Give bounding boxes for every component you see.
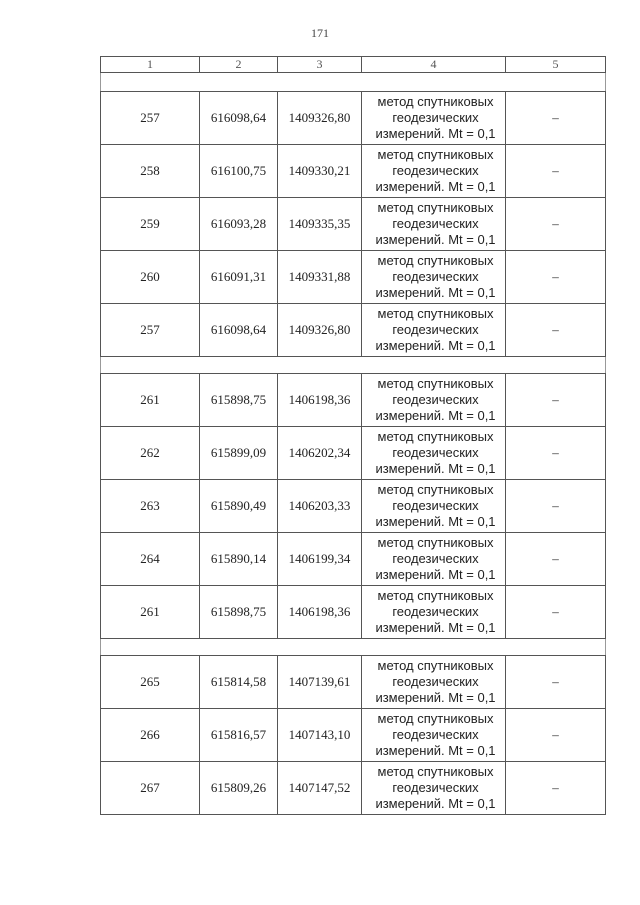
x-coordinate-cell: 615898,75	[200, 374, 278, 427]
table-row	[101, 198, 606, 251]
method-line: геодезических	[392, 110, 479, 125]
page-number: 171	[311, 26, 329, 40]
method-line: измерений. Mt = 0,1	[375, 232, 496, 247]
x-coordinate-cell: 615816,57	[200, 709, 278, 762]
method-line: измерений. Mt = 0,1	[375, 567, 496, 582]
header-cell-4: 4	[362, 57, 506, 73]
method-line: метод спутниковых	[377, 147, 494, 162]
point-number-cell: 262	[101, 427, 200, 480]
method-cell	[362, 427, 506, 480]
note-cell: –	[506, 374, 606, 427]
point-number-cell: 261	[101, 586, 200, 639]
method-line: измерений. Mt = 0,1	[375, 179, 496, 194]
point-number-cell: 258	[101, 145, 200, 198]
separator-cell	[101, 639, 606, 656]
method-line: метод спутниковых	[377, 658, 494, 673]
method-line: геодезических	[392, 727, 479, 742]
method-cell	[362, 586, 506, 639]
x-coordinate-cell: 615890,49	[200, 480, 278, 533]
method-cell	[362, 480, 506, 533]
method-line: измерений. Mt = 0,1	[375, 461, 496, 476]
y-coordinate-cell: 1406202,34	[278, 427, 362, 480]
method-line: геодезических	[392, 445, 479, 460]
method-cell	[362, 251, 506, 304]
method-line: геодезических	[392, 163, 479, 178]
method-line: метод спутниковых	[377, 711, 494, 726]
method-cell	[362, 145, 506, 198]
y-coordinate-cell: 1409331,88	[278, 251, 362, 304]
x-coordinate-cell: 616098,64	[200, 92, 278, 145]
table-header-row	[101, 57, 606, 73]
method-cell	[362, 762, 506, 815]
coordinates-table	[100, 56, 606, 815]
note-cell: –	[506, 145, 606, 198]
method-cell	[362, 533, 506, 586]
method-cell	[362, 709, 506, 762]
table-row	[101, 762, 606, 815]
method-line: метод спутниковых	[377, 200, 494, 215]
method-line: измерений. Mt = 0,1	[375, 690, 496, 705]
method-line: измерений. Mt = 0,1	[375, 408, 496, 423]
y-coordinate-cell: 1407139,61	[278, 656, 362, 709]
method-line: метод спутниковых	[377, 588, 494, 603]
method-line: метод спутниковых	[377, 376, 494, 391]
method-line: измерений. Mt = 0,1	[375, 126, 496, 141]
method-cell	[362, 198, 506, 251]
point-number-cell: 259	[101, 198, 200, 251]
method-line: геодезических	[392, 322, 479, 337]
x-coordinate-cell: 616093,28	[200, 198, 278, 251]
y-coordinate-cell: 1409326,80	[278, 304, 362, 357]
x-coordinate-cell: 615814,58	[200, 656, 278, 709]
table-row	[101, 533, 606, 586]
method-cell	[362, 92, 506, 145]
y-coordinate-cell: 1406203,33	[278, 480, 362, 533]
y-coordinate-cell: 1406198,36	[278, 586, 362, 639]
table-row	[101, 709, 606, 762]
method-line: геодезических	[392, 269, 479, 284]
point-number-cell: 265	[101, 656, 200, 709]
table-row	[101, 656, 606, 709]
method-line: метод спутниковых	[377, 482, 494, 497]
note-cell: –	[506, 480, 606, 533]
group-separator-row	[101, 639, 606, 656]
note-cell: –	[506, 533, 606, 586]
separator-cell	[101, 73, 606, 92]
method-line: метод спутниковых	[377, 764, 494, 779]
note-cell: –	[506, 427, 606, 480]
x-coordinate-cell: 616091,31	[200, 251, 278, 304]
table-body	[101, 57, 606, 815]
y-coordinate-cell: 1409326,80	[278, 92, 362, 145]
y-coordinate-cell: 1409330,21	[278, 145, 362, 198]
method-line: измерений. Mt = 0,1	[375, 620, 496, 635]
point-number-cell: 257	[101, 304, 200, 357]
table-row	[101, 92, 606, 145]
x-coordinate-cell: 615898,75	[200, 586, 278, 639]
method-line: геодезических	[392, 604, 479, 619]
point-number-cell: 260	[101, 251, 200, 304]
header-cell-2: 2	[200, 57, 278, 73]
group-separator-row	[101, 357, 606, 374]
y-coordinate-cell: 1409335,35	[278, 198, 362, 251]
method-line: метод спутниковых	[377, 535, 494, 550]
method-line: геодезических	[392, 780, 479, 795]
separator-cell	[101, 357, 606, 374]
y-coordinate-cell: 1406198,36	[278, 374, 362, 427]
group-separator-row	[101, 73, 606, 92]
method-line: геодезических	[392, 674, 479, 689]
note-cell: –	[506, 251, 606, 304]
method-line: измерений. Mt = 0,1	[375, 743, 496, 758]
method-line: измерений. Mt = 0,1	[375, 514, 496, 529]
method-cell	[362, 374, 506, 427]
method-line: метод спутниковых	[377, 94, 494, 109]
method-line: измерений. Mt = 0,1	[375, 338, 496, 353]
note-cell: –	[506, 709, 606, 762]
x-coordinate-cell: 616098,64	[200, 304, 278, 357]
method-cell	[362, 656, 506, 709]
method-line: геодезических	[392, 216, 479, 231]
point-number-cell: 266	[101, 709, 200, 762]
table-row	[101, 480, 606, 533]
point-number-cell: 264	[101, 533, 200, 586]
x-coordinate-cell: 615899,09	[200, 427, 278, 480]
note-cell: –	[506, 92, 606, 145]
x-coordinate-cell: 616100,75	[200, 145, 278, 198]
x-coordinate-cell: 615809,26	[200, 762, 278, 815]
method-line: геодезических	[392, 551, 479, 566]
method-line: измерений. Mt = 0,1	[375, 796, 496, 811]
header-cell-1: 1	[101, 57, 200, 73]
header-cell-3: 3	[278, 57, 362, 73]
method-line: геодезических	[392, 498, 479, 513]
table-row	[101, 304, 606, 357]
method-line: метод спутниковых	[377, 429, 494, 444]
x-coordinate-cell: 615890,14	[200, 533, 278, 586]
note-cell: –	[506, 198, 606, 251]
method-line: метод спутниковых	[377, 306, 494, 321]
table-row	[101, 145, 606, 198]
table-row	[101, 427, 606, 480]
header-cell-5: 5	[506, 57, 606, 73]
method-line: измерений. Mt = 0,1	[375, 285, 496, 300]
point-number-cell: 257	[101, 92, 200, 145]
y-coordinate-cell: 1407147,52	[278, 762, 362, 815]
method-line: метод спутниковых	[377, 253, 494, 268]
y-coordinate-cell: 1406199,34	[278, 533, 362, 586]
note-cell: –	[506, 304, 606, 357]
y-coordinate-cell: 1407143,10	[278, 709, 362, 762]
point-number-cell: 267	[101, 762, 200, 815]
table-row	[101, 586, 606, 639]
point-number-cell: 263	[101, 480, 200, 533]
note-cell: –	[506, 762, 606, 815]
table-row	[101, 374, 606, 427]
method-cell	[362, 304, 506, 357]
table-row	[101, 251, 606, 304]
note-cell: –	[506, 656, 606, 709]
note-cell: –	[506, 586, 606, 639]
point-number-cell: 261	[101, 374, 200, 427]
method-line: геодезических	[392, 392, 479, 407]
